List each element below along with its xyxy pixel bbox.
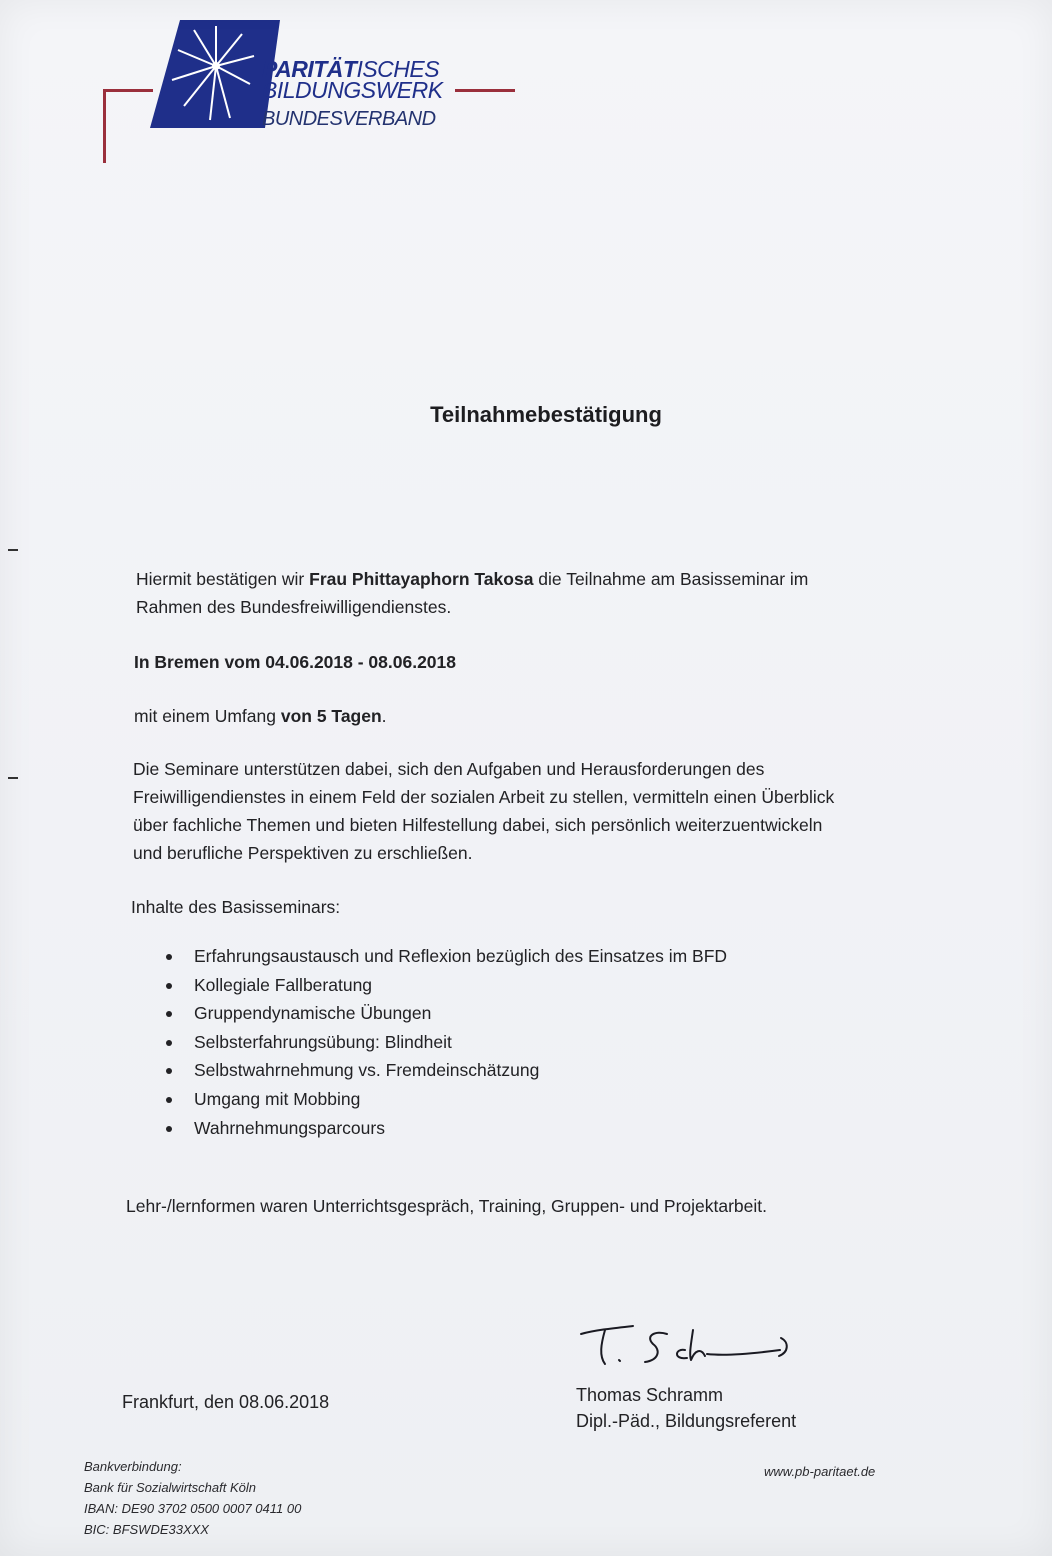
logo-wordmark-rest: ISCHES xyxy=(356,56,440,82)
scope-text: mit einem Umfang xyxy=(134,706,281,726)
logo-frame-top-left xyxy=(103,89,153,92)
website-link[interactable]: www.pb-paritaet.de xyxy=(764,1464,876,1479)
logo-star-icon xyxy=(150,20,280,128)
list-item-text: Wahrnehmungsparcours xyxy=(194,1117,385,1138)
margin-mark xyxy=(8,777,18,779)
list-item-text: Selbsterfahrungsübung: Blindheit xyxy=(194,1031,452,1052)
signer-name: Thomas Schramm xyxy=(576,1385,724,1405)
bank-details xyxy=(84,1456,301,1540)
document-title: Teilnahmebestätigung xyxy=(430,402,662,427)
logo-wordmark-line3: BUNDESVERBAND xyxy=(262,108,436,130)
bullet-icon xyxy=(166,1068,172,1074)
scope-duration: von 5 Tagen xyxy=(280,706,382,726)
intro-line-2: Rahmen des Bundesfreiwilligendienstes. xyxy=(136,597,452,617)
intro-text: die Teilnahme am Basisseminar im xyxy=(533,569,809,589)
bullet-icon xyxy=(166,983,172,989)
list-item xyxy=(160,971,727,1000)
list-item xyxy=(160,942,727,971)
intro-line-1 xyxy=(136,565,808,593)
handwritten-signature xyxy=(575,1320,815,1372)
location-dates: In Bremen vom 04.06.2018 - 08.06.2018 xyxy=(134,652,457,672)
list-item xyxy=(160,1028,727,1057)
place-date: Frankfurt, den 08.06.2018 xyxy=(122,1392,330,1412)
list-item-text: Kollegiale Fallberatung xyxy=(194,974,373,995)
bullet-icon xyxy=(166,954,172,960)
description-paragraph xyxy=(133,755,834,867)
participant-name: Frau Phittayaphorn Takosa xyxy=(309,569,534,589)
bank-bic: BIC: BFSWDE33XXX xyxy=(84,1522,209,1537)
list-item-text: Gruppendynamische Übungen xyxy=(194,1003,432,1024)
scope-period: . xyxy=(381,706,387,726)
bullet-icon xyxy=(166,1011,172,1017)
list-item-text: Selbstwahrnehmung vs. Fremdeinschätzung xyxy=(194,1060,540,1081)
margin-mark xyxy=(8,549,18,551)
scope-line xyxy=(134,702,387,730)
list-item xyxy=(160,999,727,1028)
list-item-text: Umgang mit Mobbing xyxy=(194,1088,361,1109)
bank-iban: IBAN: DE90 3702 0500 0007 0411 00 xyxy=(84,1501,302,1516)
description-line: über fachliche Themen und bieten Hilfestellung dabei, sich persönlich weiterzuentwickeln xyxy=(133,815,823,835)
bullet-icon xyxy=(166,1040,172,1046)
list-item-text: Erfahrungsaustausch und Reflexion bezüglich des Einsatzes im BFD xyxy=(194,946,728,966)
logo-frame-left xyxy=(103,89,106,163)
list-item xyxy=(160,1085,727,1114)
intro-text: Hiermit bestätigen wir xyxy=(136,569,310,589)
teaching-forms: Lehr-/lernformen waren Unterrichtsgespräch, Training, Gruppen- und Projektarbeit. xyxy=(126,1196,768,1216)
description-line: Freiwilligendienstes in einem Feld der sozialen Arbeit zu stellen, vermitteln einen Überblick xyxy=(133,787,835,807)
bullet-icon xyxy=(166,1097,172,1103)
bullet-icon xyxy=(166,1126,172,1132)
contents-list xyxy=(160,942,727,1142)
description-line: und berufliche Perspektiven zu erschließen. xyxy=(133,843,473,863)
list-item xyxy=(160,1114,727,1143)
signer-block xyxy=(576,1382,796,1434)
description-line: Die Seminare unterstützen dabei, sich den Aufgaben und Herausforderungen des xyxy=(133,759,765,779)
intro-paragraph xyxy=(136,565,808,621)
logo-wordmark-line2: BILDUNGSWERK xyxy=(262,77,443,103)
bank-label: Bankverbindung: xyxy=(84,1459,182,1474)
logo-wordmark-bold: PARITÄT xyxy=(262,56,357,82)
contents-heading: Inhalte des Basisseminars: xyxy=(131,897,341,917)
logo-frame-top-right xyxy=(455,89,515,92)
signer-role: Dipl.-Päd., Bildungsreferent xyxy=(576,1411,797,1431)
bank-name: Bank für Sozialwirtschaft Köln xyxy=(84,1480,256,1495)
list-item xyxy=(160,1056,727,1085)
